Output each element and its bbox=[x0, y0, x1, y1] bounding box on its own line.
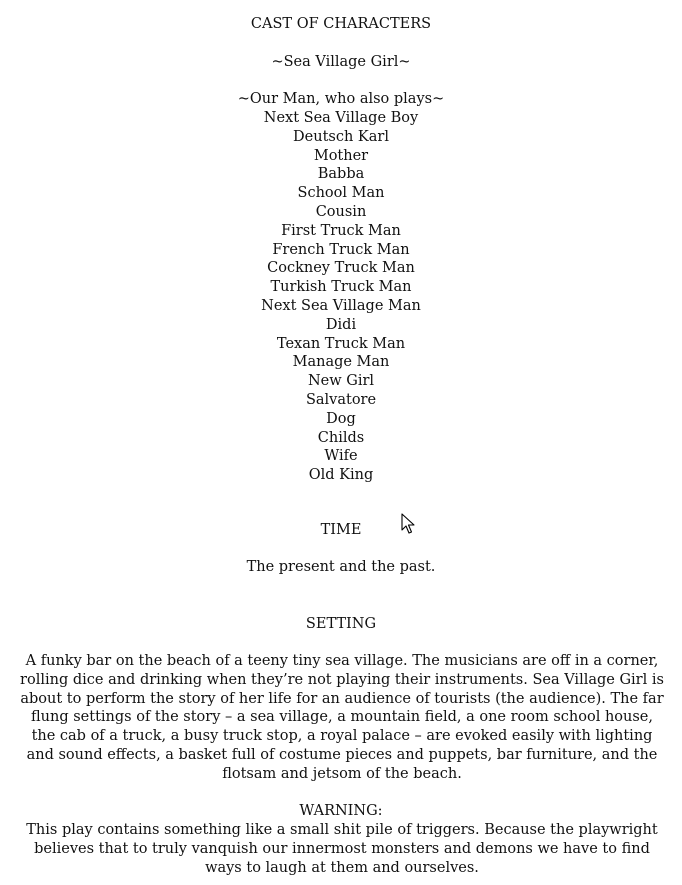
role-item: Dog bbox=[326, 410, 356, 427]
role-list bbox=[0, 109, 682, 485]
role-item: Manage Man bbox=[292, 354, 390, 371]
role-item: Cockney Truck Man bbox=[267, 260, 415, 277]
role-item: Cousin bbox=[315, 203, 367, 220]
role-item: New Girl bbox=[307, 373, 375, 390]
role-item: Texan Truck Man bbox=[276, 335, 406, 352]
role-item: Wife bbox=[324, 448, 358, 465]
warning-heading: WARNING: bbox=[299, 803, 383, 819]
role-item: Salvatore bbox=[305, 391, 377, 408]
setting-paragraph: A funky bar on the beach of a teeny tiny sea village. The musicians are off in a corner, rolling dice and drinking when they’re not playing their instruments. Sea Village Girl is about to perform the story of her life for an audience of tourists (the audience). The far flung settings of the story – a sea village, a mountain field, a one room school house, the cab of a truck, a busy truck stop, a royal palace – are evoked easily with lighting and sound effects, a basket full of costume pieces and puppets, bar furniture, and the flotsam and jetsom of the beach. bbox=[20, 653, 664, 782]
role-item: School Man bbox=[297, 185, 385, 202]
setting-heading: SETTING bbox=[305, 616, 377, 632]
role-item: Mother bbox=[313, 147, 369, 164]
warning-paragraph: This play contains something like a small shit pile of triggers. Because the playwright believes that to truly vanquish our innermost monsters and demons we have to find ways to laugh at them and ourselves. bbox=[26, 822, 658, 876]
role-item: Babba bbox=[317, 166, 365, 183]
role-item: Old King bbox=[308, 467, 374, 484]
lead-character: ~Sea Village Girl~ bbox=[271, 54, 411, 70]
role-item: First Truck Man bbox=[281, 222, 401, 239]
role-item: Didi bbox=[325, 316, 357, 333]
role-item: Childs bbox=[317, 429, 365, 446]
time-text: The present and the past. bbox=[246, 559, 436, 575]
role-item: Turkish Truck Man bbox=[270, 279, 412, 296]
role-item: French Truck Man bbox=[272, 241, 410, 258]
role-item: Next Sea Village Man bbox=[261, 297, 421, 314]
our-man-heading: ~Our Man, who also plays~ bbox=[237, 91, 445, 107]
role-item: Next Sea Village Boy bbox=[263, 110, 419, 126]
time-heading: TIME bbox=[320, 522, 362, 538]
cast-heading: CAST OF CHARACTERS bbox=[250, 16, 432, 32]
role-item: Deutsch Karl bbox=[293, 128, 389, 145]
mouse-pointer-icon bbox=[401, 513, 415, 535]
